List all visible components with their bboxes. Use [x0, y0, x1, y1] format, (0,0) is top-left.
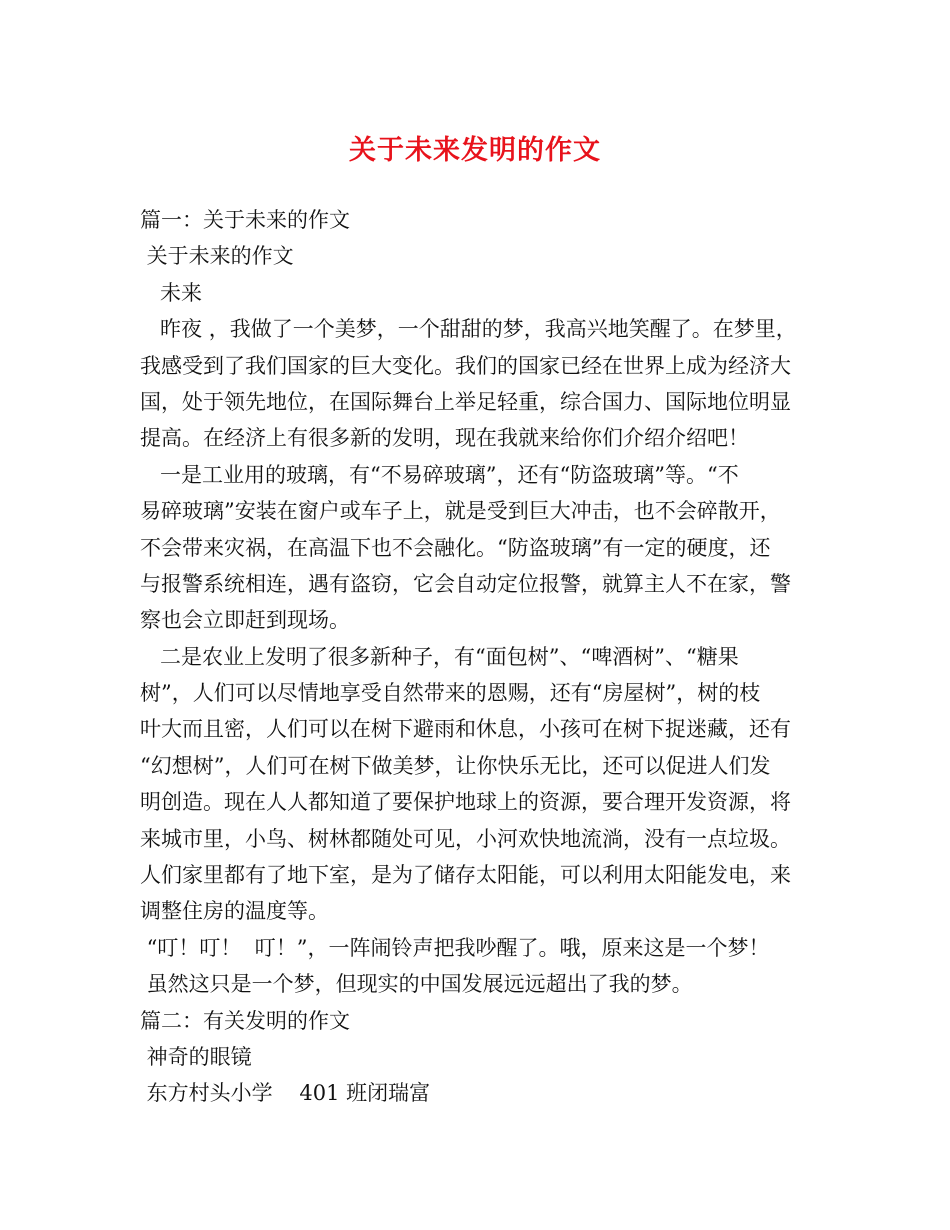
text-line: 昨夜 ，我做了一个美梦，一个甜甜的梦，我高兴地笑醒了。在梦里， — [140, 317, 797, 342]
text-line: 察也会立即赶到现场。 — [140, 608, 350, 633]
text-line: 东方村头小学 401 班闭瑞富 — [140, 1081, 431, 1106]
text-line: 提高。在经济上有很多新的发明，现在我就来给你们介绍介绍吧！ — [140, 426, 749, 451]
text-line: 树”，人们可以尽情地享受自然带来的恩赐，还有“房屋树”，树的枝 — [140, 681, 761, 706]
text-line: 未来 — [140, 280, 203, 305]
text-line: 一是工业用的玻璃，有“不易碎玻璃”，还有“防盗玻璃”等。“不 — [140, 462, 739, 487]
text-line: 调整住房的温度等。 — [140, 899, 329, 924]
text-line: 叶大而且密，人们可以在树下避雨和休息，小孩可在树下捉迷藏，还有 — [140, 717, 791, 742]
text-line: “叮！叮！ 叮！”，一阵闹铃声把我吵醒了。哦，原来这是一个梦！ — [140, 935, 770, 960]
text-line: 人们家里都有了地下室，是为了储存太阳能，可以利用太阳能发电，来 — [140, 863, 791, 888]
text-line: 二是农业上发明了很多新种子，有“面包树”、“啤酒树”、“糖果 — [140, 644, 739, 669]
text-line: 与报警系统相连，遇有盗窃，它会自动定位报警，就算主人不在家，警 — [140, 571, 791, 596]
text-line: 易碎玻璃”安装在窗户或车子上，就是受到巨大冲击，也不会碎散开， — [140, 499, 781, 524]
text-line: 不会带来灾祸，在高温下也不会融化。“防盗玻璃”有一定的硬度，还 — [140, 535, 771, 560]
text-line: “幻想树”，人们可在树下做美梦，让你快乐无比，还可以促进人们发 — [140, 753, 771, 778]
text-line: 神奇的眼镜 — [140, 1044, 252, 1069]
text-line: 明创造。现在人人都知道了要保护地球上的资源，要合理开发资源，将 — [140, 790, 791, 815]
text-line: 虽然这只是一个梦，但现实的中国发展远远超出了我的梦。 — [140, 972, 693, 997]
text-line: 我感受到了我们国家的巨大变化。我们的国家已经在世界上成为经济大 — [140, 353, 791, 378]
text-line: 关于未来的作文 — [140, 244, 294, 269]
document-title: 关于未来发明的作文 — [349, 135, 601, 166]
text-line: 篇二：有关发明的作文 — [140, 1008, 350, 1033]
text-line: 篇一：关于未来的作文 — [140, 208, 350, 232]
document-body — [140, 202, 820, 1112]
text-line: 来城市里，小鸟、树林都随处可见，小河欢快地流淌，没有一点垃圾。 — [140, 826, 791, 851]
text-line: 国，处于领先地位，在国际舞台上举足轻重，综合国力、国际地位明显 — [140, 389, 791, 414]
